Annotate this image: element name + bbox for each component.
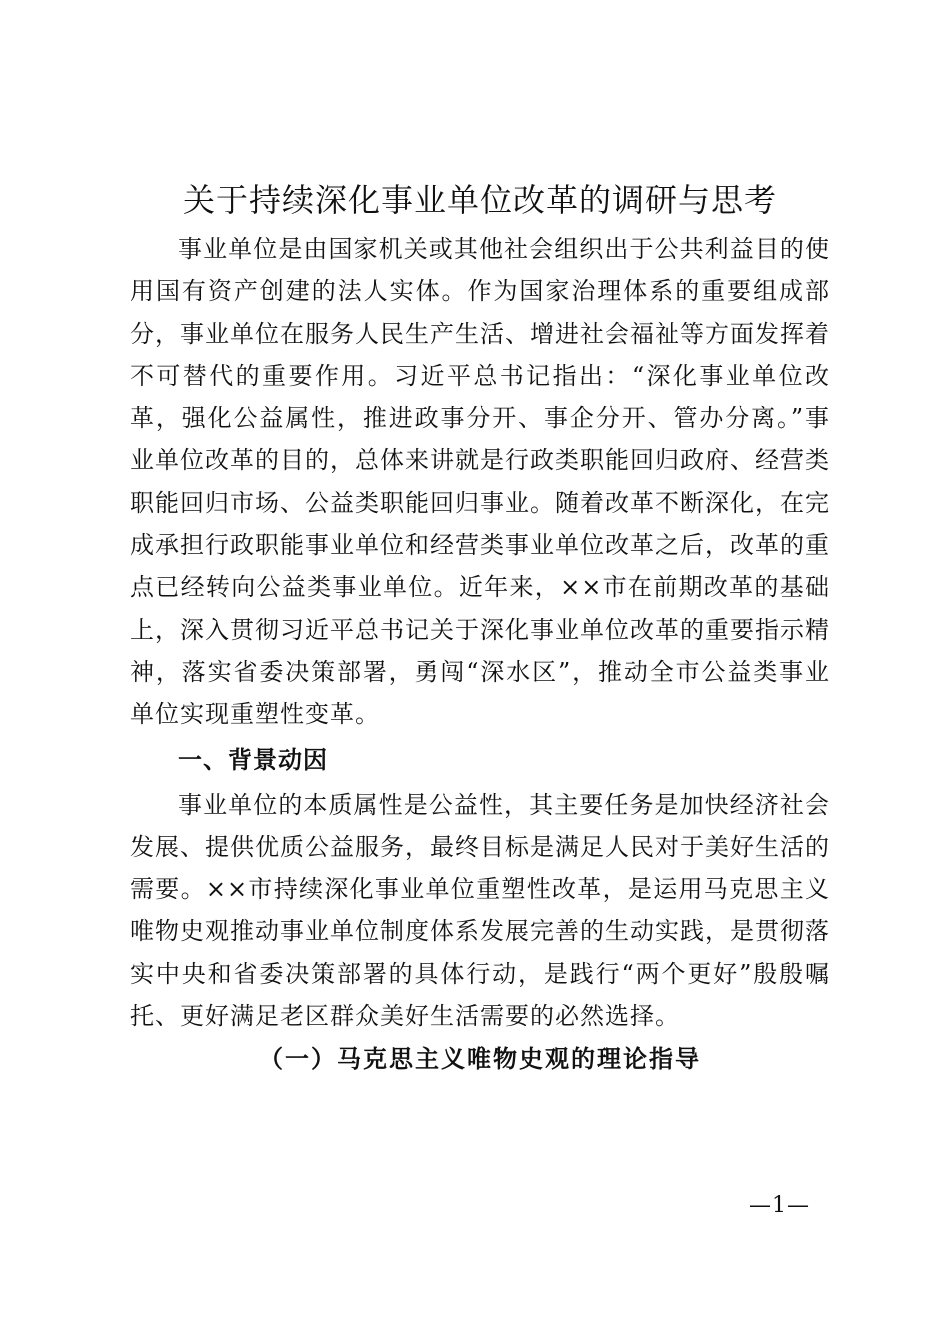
page-number: —1— <box>749 1193 810 1218</box>
background-paragraph: 事业单位的本质属性是公益性，其主要任务是加快经济社会发展、提供优质公益服务，最终目标是满足人民对于美好生活的需要。××市持续深化事业单位重塑性改革，是运用马克思主义唯物史观推动事业单位制度体系发展完善的生动实践，是贯彻落实中央和省委决策部署的具体行动，是践行“两个更好”殷殷嘱托、更好满足老区群众美好生活需要的必然选择。 <box>130 790 830 1031</box>
document-body <box>130 228 830 1081</box>
section-heading: 一、背景动因 <box>178 745 328 774</box>
subsection-heading: （一）马克思主义唯物史观的理论指导 <box>259 1044 701 1074</box>
intro-paragraph: 事业单位是由国家机关或其他社会组织出于公共利益目的使用国有资产创建的法人实体。作为国家治理体系的重要组成部分，事业单位在服务人民生产生活、增进社会福祉等方面发挥着不可替代的重要作用。习近平总书记指出：“深化事业单位改革，强化公益属性，推进政事分开、事企分开、管办分离。”事业单位改革的目的，总体来讲就是行政类职能回归政府、经营类职能回归市场、公益类职能回归事业。随着改革不断深化，在完成承担行政职能事业单位和经营类事业单位改革之后，改革的重点已经转向公益类事业单位。近年来，××市在前期改革的基础上，深入贯彻习近平总书记关于深化事业单位改革的重要指示精神，落实省委决策部署，勇闯“深水区”，推动全市公益类事业单位实现重塑性变革。 <box>130 235 830 729</box>
document-title: 关于持续深化事业单位改革的调研与思考 <box>182 181 777 219</box>
